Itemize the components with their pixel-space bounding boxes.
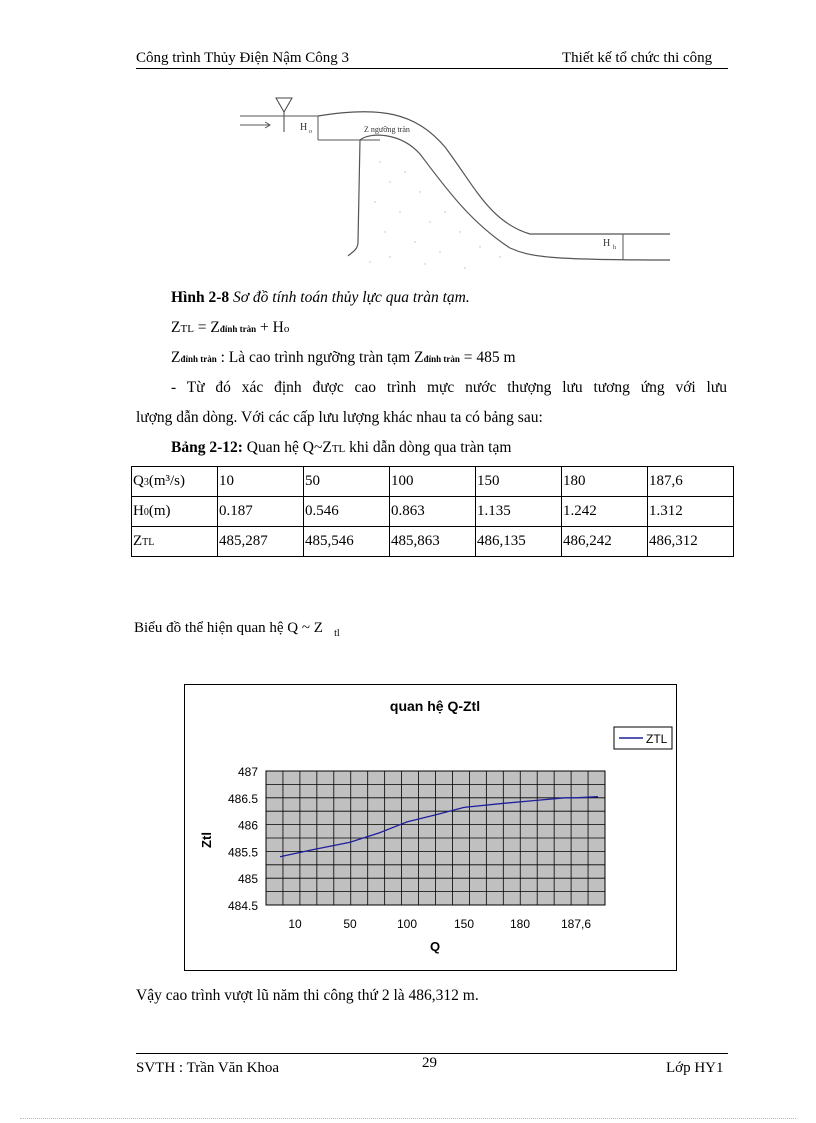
spillway-diagram [230,92,675,282]
chart-intro-text: Biểu đồ thể hiện quan hệ Q ~ Z [134,620,323,636]
y-tick-label: 485.5 [227,845,258,860]
table-caption [171,438,511,459]
water-level-triangle-icon [276,98,292,112]
table-cell: 485,863 [390,527,476,557]
header-right: Thiết kế tổ chức thi công [562,50,713,66]
row-label-q: Q3(m³/s) [132,467,218,497]
def-z2-sub: đỉnh tràn [423,354,460,364]
formula-plus-sub: o [283,323,290,335]
x-tick-label: 100 [396,917,418,931]
conclusion: Vậy cao trình vượt lũ năm thi công thứ 2 là 486,312 m. [136,987,479,1004]
chart-title: quan hệ Q-Ztl [389,698,481,714]
table-caption-sub: TL [331,443,346,455]
y-tick-label: 485 [237,872,258,887]
y-tick-label: 487 [237,765,258,779]
table-row-h [132,497,734,527]
table-cell: 0.546 [304,497,390,527]
label-h0-sub: o [309,129,312,135]
q-ztl-chart [185,685,676,970]
formula-eq: = Z [193,319,220,336]
table-caption-b: khi dẫn dòng qua tràn tạm [345,439,512,456]
chart-intro [134,620,340,637]
label-h0: H [300,122,308,133]
x-axis-label: Q [429,939,441,954]
table-cell: 187,6 [648,467,734,497]
table-cell: 486,312 [648,527,734,557]
table-cell: 0.187 [218,497,304,527]
def-z: Z [171,349,181,366]
table-row-z [132,527,734,557]
page-bottom-dotline [20,1118,796,1119]
label-z-threshold: Z ngưỡng tràn [364,125,410,134]
table-cell: 486,242 [562,527,648,557]
x-tick-label: 10 [288,917,302,931]
table-cell: 0.863 [390,497,476,527]
legend-label: ZTL [646,732,668,746]
label-hh: H [603,238,611,249]
formula-lhs-sub: TL [180,323,194,335]
formula-lhs: Z [171,319,181,336]
figure-caption [171,288,470,308]
header-left: Công trình Thủy Điện Nậm Công 3 [136,50,350,66]
x-tick-label: 187,6 [560,917,592,931]
formula-plus: + H [256,319,284,336]
row-label-z: ZTL [132,527,218,557]
formula [171,318,289,339]
y-tick-label: 486.5 [227,791,258,806]
x-tick-label: 180 [509,917,531,931]
table-cell: 485,287 [218,527,304,557]
header-rule [136,68,728,69]
def-text: : Là cao trình ngưỡng tràn tạm Z [216,349,424,366]
table-cell: 1.135 [476,497,562,527]
table-cell: 50 [304,467,390,497]
row-label-h: H0(m) [132,497,218,527]
table-cell: 485,546 [304,527,390,557]
table-cell: 486,135 [476,527,562,557]
chart-intro-sub: tl [334,628,340,639]
page-number: 29 [422,1055,437,1071]
table-cell: 100 [390,467,476,497]
label-hh-sub: h [613,245,616,251]
y-tick-label: 486 [237,818,258,833]
paragraph-line1: - Từ đó xác định được cao trình mực nước thượng lưu tương ứng với lưu [171,379,727,396]
table-row-q [132,467,734,497]
figure-number: Hình 2-8 [171,289,230,306]
y-axis-label: Ztl [199,832,214,848]
y-tick-label: 484.5 [227,899,258,913]
formula-mid-sub: đỉnh tràn [219,324,257,334]
table-cell: 1.312 [648,497,734,527]
table-cell: 180 [562,467,648,497]
figure-title: Sơ đồ tính toán thủy lực qua tràn tạm. [233,289,470,306]
footer-right: Lớp HY1 [666,1060,724,1076]
q-ztl-table [131,466,734,557]
chart-frame [184,684,677,971]
paragraph-line2: lượng dẫn dòng. Với các cấp lưu lượng khác nhau ta có bảng sau: [136,409,543,426]
x-tick-label: 150 [453,917,475,931]
x-tick-label: 50 [343,917,357,931]
definition [171,348,516,369]
def-z-sub: đỉnh tràn [180,354,217,364]
footer-rule [136,1053,728,1054]
def-value: = 485 m [459,349,516,366]
table-caption-a: Quan hệ Q~Z [242,439,332,456]
table-cell: 1.242 [562,497,648,527]
table-cell: 10 [218,467,304,497]
footer-left: SVTH : Trần Văn Khoa [136,1060,280,1076]
table-cell: 150 [476,467,562,497]
table-number: Bảng 2-12: [171,439,243,456]
